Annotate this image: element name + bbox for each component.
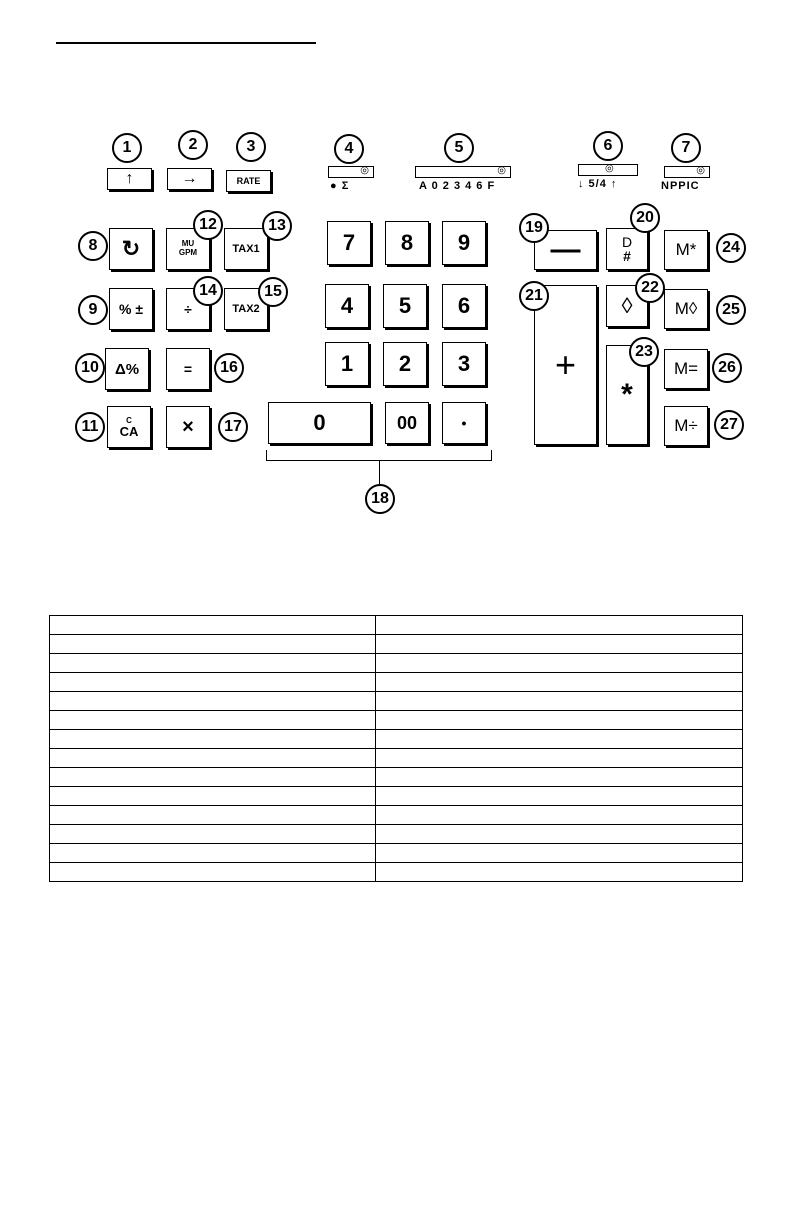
table-cell [376, 711, 743, 730]
percent-plus-minus-key[interactable] [109, 288, 153, 330]
arrow-right-icon: → [181, 170, 198, 187]
title-underline [56, 42, 316, 44]
table-row [50, 635, 743, 654]
digit-label: 3 [457, 351, 471, 376]
digit-5-key[interactable] [383, 284, 427, 328]
table-cell [50, 863, 376, 882]
decimal-switch-label: A 0 2 3 4 6 F [419, 180, 496, 192]
memory-divide-key[interactable] [664, 406, 708, 446]
callout-26: 26 [712, 353, 742, 383]
table-cell [376, 654, 743, 673]
callout-10: 10 [75, 353, 105, 383]
callout-5: 5 [444, 133, 474, 163]
table-cell [50, 749, 376, 768]
table-cell [50, 692, 376, 711]
callout-27: 27 [714, 410, 744, 440]
callout-19: 19 [519, 213, 549, 243]
plus-label: + [554, 344, 577, 385]
memory-total-key[interactable] [664, 230, 708, 270]
callout-9: 9 [78, 295, 108, 325]
callout-3: 3 [236, 132, 266, 162]
digit-label: 4 [340, 293, 354, 318]
table-row [50, 730, 743, 749]
table-cell [376, 673, 743, 692]
table-cell [50, 635, 376, 654]
feed-icon: ↻ [121, 236, 141, 261]
table-cell [376, 844, 743, 863]
table-cell [376, 787, 743, 806]
callout-2: 2 [178, 130, 208, 160]
table-cell [376, 635, 743, 654]
print-switch-label: ● Σ [330, 180, 350, 192]
table-row [50, 616, 743, 635]
digit-2-key[interactable] [383, 342, 427, 386]
table-cell [50, 806, 376, 825]
minus-label: — [550, 233, 581, 266]
switch-knob-icon: ◎ [605, 163, 614, 174]
table-row [50, 806, 743, 825]
table-cell [376, 806, 743, 825]
table-cell [376, 825, 743, 844]
memory-subtotal-key[interactable] [664, 289, 708, 329]
switch-knob-icon: ◎ [360, 165, 369, 176]
delta-percent-label: Δ% [114, 360, 140, 378]
table-cell [50, 768, 376, 787]
multiply-key[interactable] [166, 406, 210, 448]
table-row [50, 863, 743, 882]
number-label: # [623, 248, 631, 264]
callout-4: 4 [334, 134, 364, 164]
decimal-switch[interactable] [415, 166, 511, 178]
tax1-label: TAX1 [232, 243, 260, 255]
digit-6-key[interactable] [442, 284, 486, 328]
table-cell [50, 787, 376, 806]
rate-key[interactable] [226, 170, 271, 192]
table-row [50, 787, 743, 806]
callout-13: 13 [262, 211, 292, 241]
table-cell [50, 711, 376, 730]
table-row [50, 711, 743, 730]
digit-9-key[interactable] [442, 221, 486, 265]
callout-24: 24 [716, 233, 746, 263]
delta-percent-key[interactable] [105, 348, 149, 390]
digit-label: 8 [400, 230, 414, 255]
m-diamond-label: M◊ [674, 299, 698, 318]
switch-knob-icon: ◎ [497, 165, 506, 176]
mode-switch-label: NPPIC [661, 180, 700, 192]
percent-plus-minus-label: % ± [118, 301, 144, 317]
callout-16: 16 [214, 353, 244, 383]
table-cell [376, 768, 743, 787]
table-cell [50, 616, 376, 635]
print-switch[interactable] [328, 166, 374, 178]
table-cell [50, 730, 376, 749]
table-row [50, 673, 743, 692]
callout-22: 22 [635, 273, 665, 303]
digit-0-key[interactable] [268, 402, 371, 444]
paper-feed-right-key[interactable] [167, 168, 212, 190]
digit-label: 5 [398, 293, 412, 318]
rate-key-label: RATE [236, 176, 261, 186]
digit-label: 00 [396, 412, 418, 433]
table-cell [376, 863, 743, 882]
digit-3-key[interactable] [442, 342, 486, 386]
digit-label: 9 [457, 230, 471, 255]
key-reference-table [49, 615, 743, 882]
decimal-point-key[interactable] [442, 402, 486, 444]
switch-knob-icon: ◎ [696, 165, 705, 176]
digit-1-key[interactable] [325, 342, 369, 386]
callout-6: 6 [593, 131, 623, 161]
mu-label: MU [181, 239, 195, 249]
digit-label: 2 [398, 351, 412, 376]
table-row [50, 654, 743, 673]
table-cell [376, 730, 743, 749]
gpm-label: GPM [178, 248, 198, 257]
digit-7-key[interactable] [327, 221, 371, 265]
callout-1: 1 [112, 133, 142, 163]
mode-switch[interactable] [664, 166, 710, 178]
digit-label: 0 [313, 410, 326, 435]
diamond-icon: ◊ [621, 293, 633, 318]
memory-equals-key[interactable] [664, 349, 708, 389]
callout-18: 18 [365, 484, 395, 514]
keypad-bracket-right [491, 450, 492, 461]
table-row [50, 825, 743, 844]
clear-key-bottom: CA [119, 423, 139, 439]
table-cell [50, 654, 376, 673]
m-divide-label: M÷ [674, 416, 698, 435]
callout-25: 25 [716, 295, 746, 325]
multiply-label: × [182, 415, 194, 438]
keypad-bracket-stem [379, 460, 380, 484]
callout-15: 15 [258, 277, 288, 307]
rounding-switch[interactable] [578, 164, 638, 176]
callout-12: 12 [193, 210, 223, 240]
callout-7: 7 [671, 133, 701, 163]
keypad-bracket-left [266, 450, 267, 461]
star-icon: * [621, 378, 633, 411]
plus-key[interactable] [534, 285, 597, 445]
digit-label: 6 [457, 293, 471, 318]
arrow-up-icon: ↑ [125, 170, 134, 187]
callout-17: 17 [218, 412, 248, 442]
clear-key-top: C [126, 415, 132, 425]
table-cell [376, 692, 743, 711]
table-row [50, 749, 743, 768]
paper-advance-key[interactable] [109, 228, 153, 270]
table-row [50, 844, 743, 863]
m-star-label: M* [675, 240, 697, 259]
tax1-key[interactable] [224, 228, 268, 270]
digit-4-key[interactable] [325, 284, 369, 328]
callout-14: 14 [193, 276, 223, 306]
digit-label: 1 [340, 351, 354, 376]
callout-21: 21 [519, 281, 549, 311]
decimal-label: • [461, 415, 467, 431]
callout-23: 23 [629, 337, 659, 367]
divide-label: ÷ [184, 301, 192, 317]
table-cell [376, 749, 743, 768]
rounding-switch-label: ↓ 5/4 ↑ [578, 178, 618, 190]
m-equals-label: M= [673, 359, 699, 378]
table-cell [376, 616, 743, 635]
table-cell [50, 844, 376, 863]
double-zero-key[interactable] [385, 402, 429, 444]
digit-label: 7 [342, 230, 356, 255]
callout-11: 11 [75, 412, 105, 442]
equals-key[interactable] [166, 348, 210, 390]
paper-feed-up-key[interactable] [107, 168, 152, 190]
callout-8: 8 [78, 231, 108, 261]
table-cell [50, 825, 376, 844]
digit-8-key[interactable] [385, 221, 429, 265]
date-number-key[interactable] [606, 228, 648, 270]
equals-label: = [183, 361, 193, 377]
clear-key[interactable] [107, 406, 151, 448]
tax2-label: TAX2 [232, 303, 260, 315]
table-cell [50, 673, 376, 692]
table-row [50, 692, 743, 711]
table-row [50, 768, 743, 787]
callout-20: 20 [630, 203, 660, 233]
date-label: D [621, 234, 633, 250]
